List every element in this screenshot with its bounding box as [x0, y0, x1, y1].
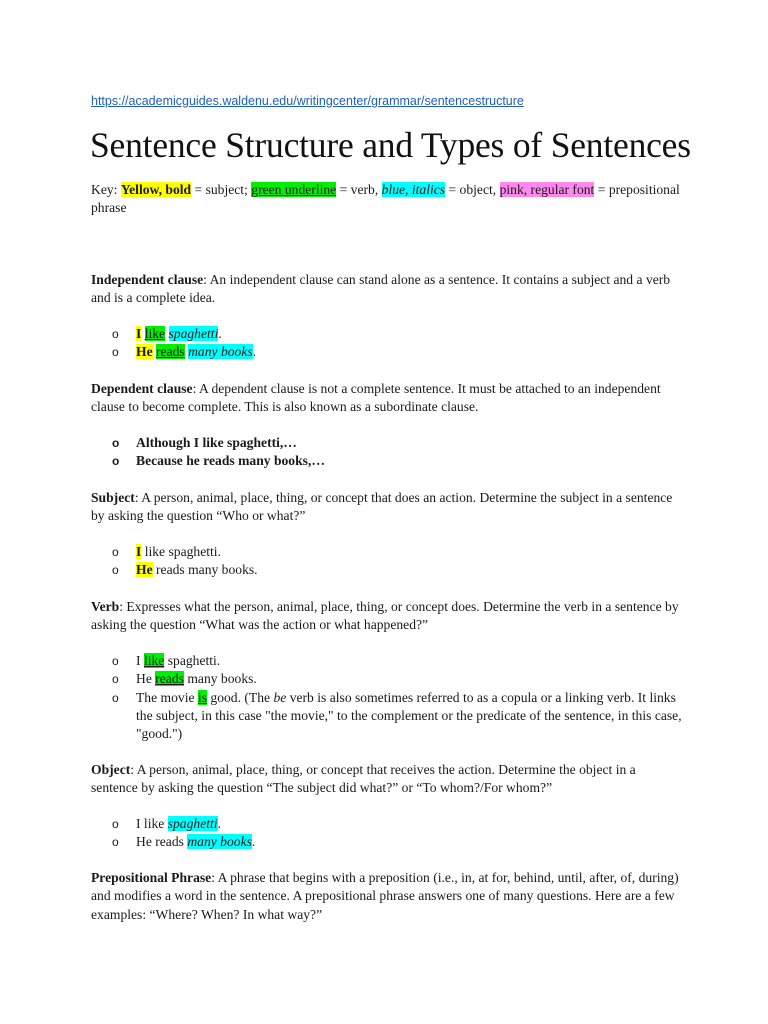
verb-highlight: reads — [156, 344, 185, 360]
dependent-clause-definition — [91, 380, 683, 417]
list-item — [91, 670, 683, 688]
sentence-start: The movie — [136, 689, 198, 705]
sentence-rest: good. (The — [207, 689, 274, 705]
sentence-rest: reads many books. — [152, 562, 258, 578]
key-object-swatch: blue, italics — [381, 182, 446, 197]
sentence-end: . — [218, 326, 222, 341]
sentence-end: . — [252, 344, 257, 360]
object-highlight: many books — [188, 344, 253, 360]
list-item: o Although I like spaghetti,… — [91, 434, 683, 452]
sentence-start: He — [136, 671, 156, 687]
sentence-start: He reads — [136, 834, 188, 850]
sentence-rest: many books. — [183, 671, 257, 687]
object-definition — [91, 761, 683, 798]
key-prep-text: = prepositional phrase — [91, 182, 680, 216]
list-item: o Because he reads many books,… — [91, 452, 683, 470]
list-item — [91, 543, 683, 561]
prepositional-phrase-text: : A phrase that begins with a preposition (i.e., in, at for, behind, until, after, of, during) and modifies a word in the sentence. A prepositional phrase answers one of many questions. Here are a few examples: “Where? When? In what way?” — [91, 870, 679, 922]
subject-text: : A person, animal, place, thing, or concept that does an action. Determine the subject in a sentence by asking the question “Who or what?” — [91, 490, 673, 524]
independent-clause-definition — [91, 271, 683, 308]
prepositional-phrase-term: Prepositional Phrase — [91, 870, 212, 885]
object-examples — [91, 815, 683, 852]
object-highlight: spaghetti — [167, 816, 218, 831]
verb-term: Verb — [91, 599, 120, 614]
subject-highlight: He — [136, 344, 153, 360]
object-term: Object — [91, 762, 131, 777]
prepositional-phrase-definition — [91, 869, 683, 924]
sentence-rest: spaghetti. — [164, 653, 221, 668]
key-object-text: = object, — [448, 182, 497, 197]
key-label: Key: — [91, 182, 118, 197]
verb-highlight: like — [143, 653, 165, 668]
source-link[interactable]: https://academicguides.waldenu.edu/writingcenter/grammar/sentencestructure — [91, 94, 524, 108]
dependent-clause-term: Dependent clause — [91, 381, 193, 396]
subject-examples — [91, 543, 683, 580]
key-subject-swatch: Yellow, bold — [120, 182, 192, 197]
list-item — [91, 689, 683, 744]
subject-highlight: I — [136, 326, 142, 341]
key-prep-swatch: pink, regular font — [499, 182, 595, 197]
sentence-rest: verb is also sometimes referred to as a copula or a linking verb. It links the subject, in this case "the movie," to the complement or the predicate of the sentence, in this case, "good.") — [136, 689, 682, 742]
list-item — [91, 833, 683, 851]
object-highlight: spaghetti — [168, 326, 219, 341]
sentence-rest: like spaghetti. — [141, 544, 221, 559]
list-item — [91, 343, 683, 361]
verb-highlight: like — [144, 326, 166, 341]
key-legend — [91, 181, 683, 218]
independent-clause-text: : An independent clause can stand alone as a sentence. It contains a subject and a verb and is a complete idea. — [91, 272, 671, 306]
key-subject-text: = subject; — [194, 182, 248, 197]
list-item — [91, 652, 683, 670]
sentence-end: . — [251, 834, 256, 850]
object-text: : A person, animal, place, thing, or concept that receives the action. Determine the object in a sentence by asking the question “The subject did what?” or “To whom?/For whom?” — [91, 762, 636, 796]
key-verb-text: = verb, — [339, 182, 379, 197]
dependent-clause-text: : A dependent clause is not a complete sentence. It must be attached to an independent clause to become complete. This is also known as a subordinate clause. — [91, 381, 661, 415]
sentence-start: I like — [136, 816, 168, 831]
be-italic: be — [273, 689, 287, 705]
object-highlight: many books — [187, 834, 252, 850]
verb-highlight: reads — [155, 671, 184, 687]
verb-highlight: is — [197, 689, 207, 705]
verb-examples — [91, 652, 683, 743]
dependent-clause-examples — [91, 434, 683, 471]
list-item — [91, 561, 683, 579]
independent-clause-examples — [91, 325, 683, 362]
verb-text: : Expresses what the person, animal, place, thing, or concept does. Determine the verb in a sentence by asking the question “What was the action or what happened?” — [91, 599, 679, 633]
subject-definition — [91, 489, 683, 526]
verb-definition — [91, 598, 683, 635]
key-verb-swatch: green underline — [251, 182, 337, 197]
subject-highlight: I — [136, 544, 142, 559]
subject-highlight: He — [136, 562, 153, 578]
subject-term: Subject — [91, 490, 135, 505]
list-item — [91, 325, 683, 343]
list-item — [91, 815, 683, 833]
sentence-end: . — [217, 816, 221, 831]
sentence-start: I — [136, 653, 144, 668]
independent-clause-term: Independent clause — [91, 272, 204, 287]
page-title: Sentence Structure and Types of Sentences — [90, 125, 691, 165]
